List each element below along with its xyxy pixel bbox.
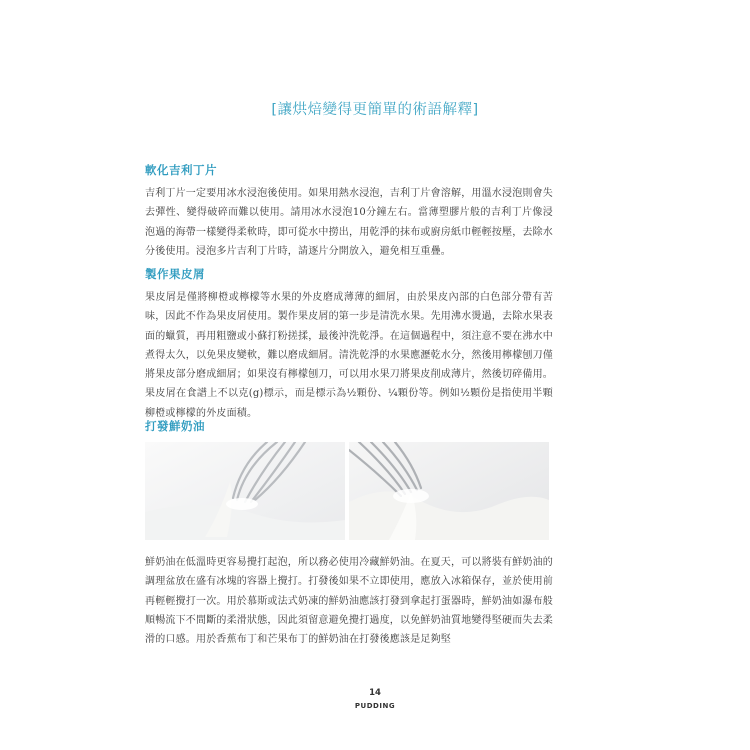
section-whip-cream <box>145 418 553 440</box>
running-title: PUDDING <box>354 702 396 710</box>
page-title: [讓烘焙變得更簡單的術語解釋] <box>271 102 479 118</box>
section-body-cream: 鮮奶油在低溫時更容易攪打起泡，所以務必使用冷藏鮮奶油。在夏天，可以將裝有鮮奶油的調理盆放在盛有冰塊的容器上攪打。打發後如果不立即使用，應放入冰箱保存，並於使用前再輕輕攪打一次。用於慕斯或法式奶凍的鮮奶油應該打發到拿起打蛋器時，鮮奶油如瀑布般順暢流下不間斷的柔滑狀態，因此須留意避免攪打過度，以免鮮奶油質地變得堅硬而失去柔滑的口感。用於香蕉布丁和芒果布丁的鮮奶油在打發後應該是足夠堅 <box>145 557 553 646</box>
section-make-zest <box>145 266 553 423</box>
section-heading-gelatin: 軟化吉利丁片 <box>145 163 217 177</box>
whisk-photo-left <box>145 442 345 540</box>
section-heading-cream: 打發鮮奶油 <box>145 419 205 433</box>
section-body-gelatin: 吉利丁片一定要用冰水浸泡後使用。如果用熱水浸泡，吉利丁片會溶解，用溫水浸泡則會失去彈性、變得破碎而難以使用。請用冰水浸泡10分鐘左右。當薄塑膠片般的吉利丁片像浸泡過的海帶一樣變得柔軟時，即可從水中撈出，用乾淨的抹布或廚房紙巾輕輕按壓，去除水分後使用。浸泡多片吉利丁片時，請逐片分開放入，避免相互重疊。 <box>145 188 553 257</box>
whipping-photos <box>145 442 553 540</box>
page-number: 14 <box>369 688 381 698</box>
section-soften-gelatin <box>145 162 553 261</box>
section-body-zest: 果皮屑是僅將柳橙或檸檬等水果的外皮磨成薄薄的細屑，由於果皮內部的白色部分帶有苦味，因此不作為果皮屑使用。製作果皮屑的第一步是清洗水果。先用沸水燙過，去除水果表面的蠟質，再用粗鹽或小蘇打粉搓揉，最後沖洗乾淨。在這個過程中，須注意不要在沸水中煮得太久，以免果皮變軟，難以磨成細屑。清洗乾淨的水果應瀝乾水分，然後用檸檬刨刀僅將果皮部分磨成細屑；如果沒有檸檬刨刀，可以用水果刀將果皮削成薄片，然後切碎備用。果皮屑在食譜上不以克(g)標示，而是標示為½顆份、¼顆份等。例如½顆份是指使用半顆柳橙或檸檬的外皮面積。 <box>145 292 553 419</box>
whisk-photo-right <box>349 442 549 540</box>
section-heading-zest: 製作果皮屑 <box>145 267 205 281</box>
